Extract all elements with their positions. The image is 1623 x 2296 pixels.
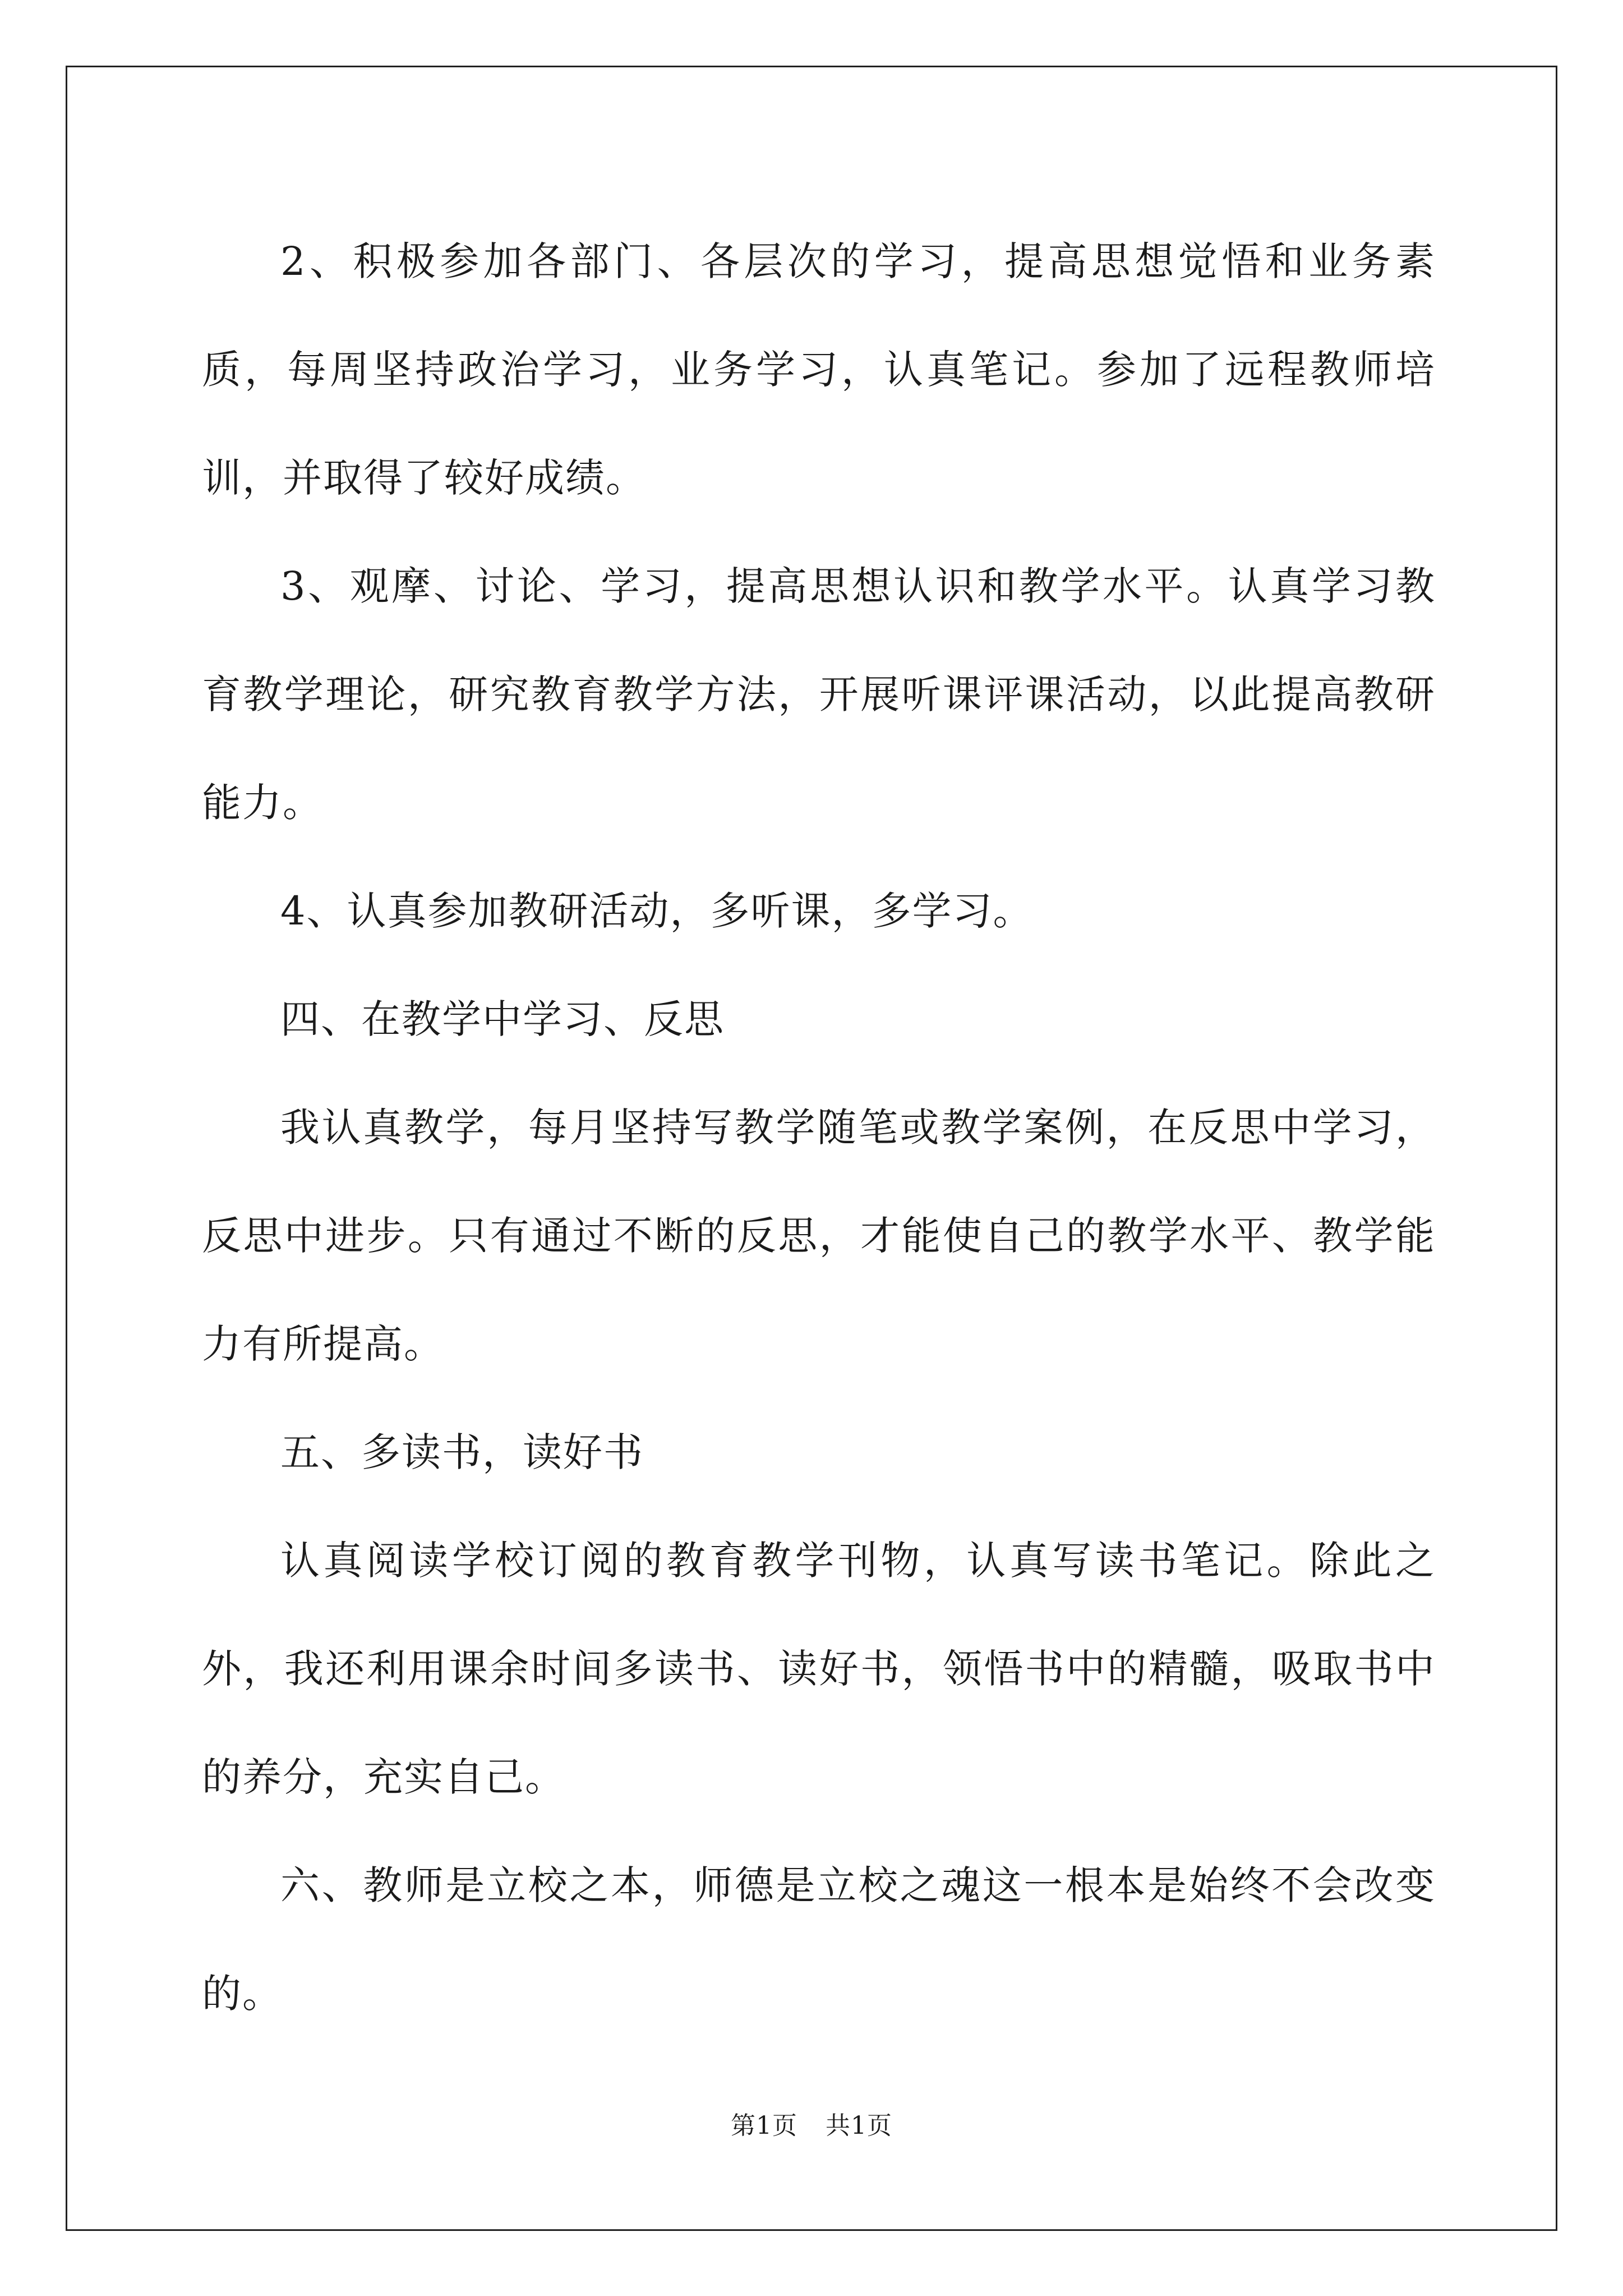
section-heading-reading: 五、多读书，读好书	[280, 1429, 644, 1475]
paragraph-study-departments: 2、积极参加各部门、各层次的学习，提高思想觉悟和业务素质，每周坚持政治学习，业务学习，认真笔记。参加了远程教师培训，并取得了较好成绩。	[202, 238, 1436, 501]
document-body	[202, 208, 1436, 2048]
page-number: 第1页	[731, 2111, 797, 2140]
paragraph-teacher-ethics: 六、教师是立校之本，师德是立校之魂这一根本是始终不会改变的。	[202, 1862, 1436, 2017]
paragraph-teaching-research: 4、认真参加教研活动，多听课，多学习。	[280, 888, 1034, 934]
page-footer	[0, 2109, 1623, 2143]
paragraph-reflection: 我认真教学，每月坚持写教学随笔或教学案例，在反思中学习，反思中进步。只有通过不断的反思，才能使自己的教学水平、教学能力有所提高。	[202, 1105, 1436, 1367]
page-total: 共1页	[826, 2111, 892, 2140]
section-heading-reflect: 四、在教学中学习、反思	[280, 996, 725, 1042]
paragraph-reading: 认真阅读学校订阅的教育教学刊物，认真写读书笔记。除此之外，我还利用课余时间多读书、读好书，领悟书中的精髓，吸取书中的养分，充实自己。	[202, 1538, 1436, 1800]
paragraph-observe-discuss: 3、观摩、讨论、学习，提高思想认识和教学水平。认真学习教育教学理论，研究教育教学方法，开展听课评课活动，以此提高教研能力。	[202, 563, 1436, 826]
